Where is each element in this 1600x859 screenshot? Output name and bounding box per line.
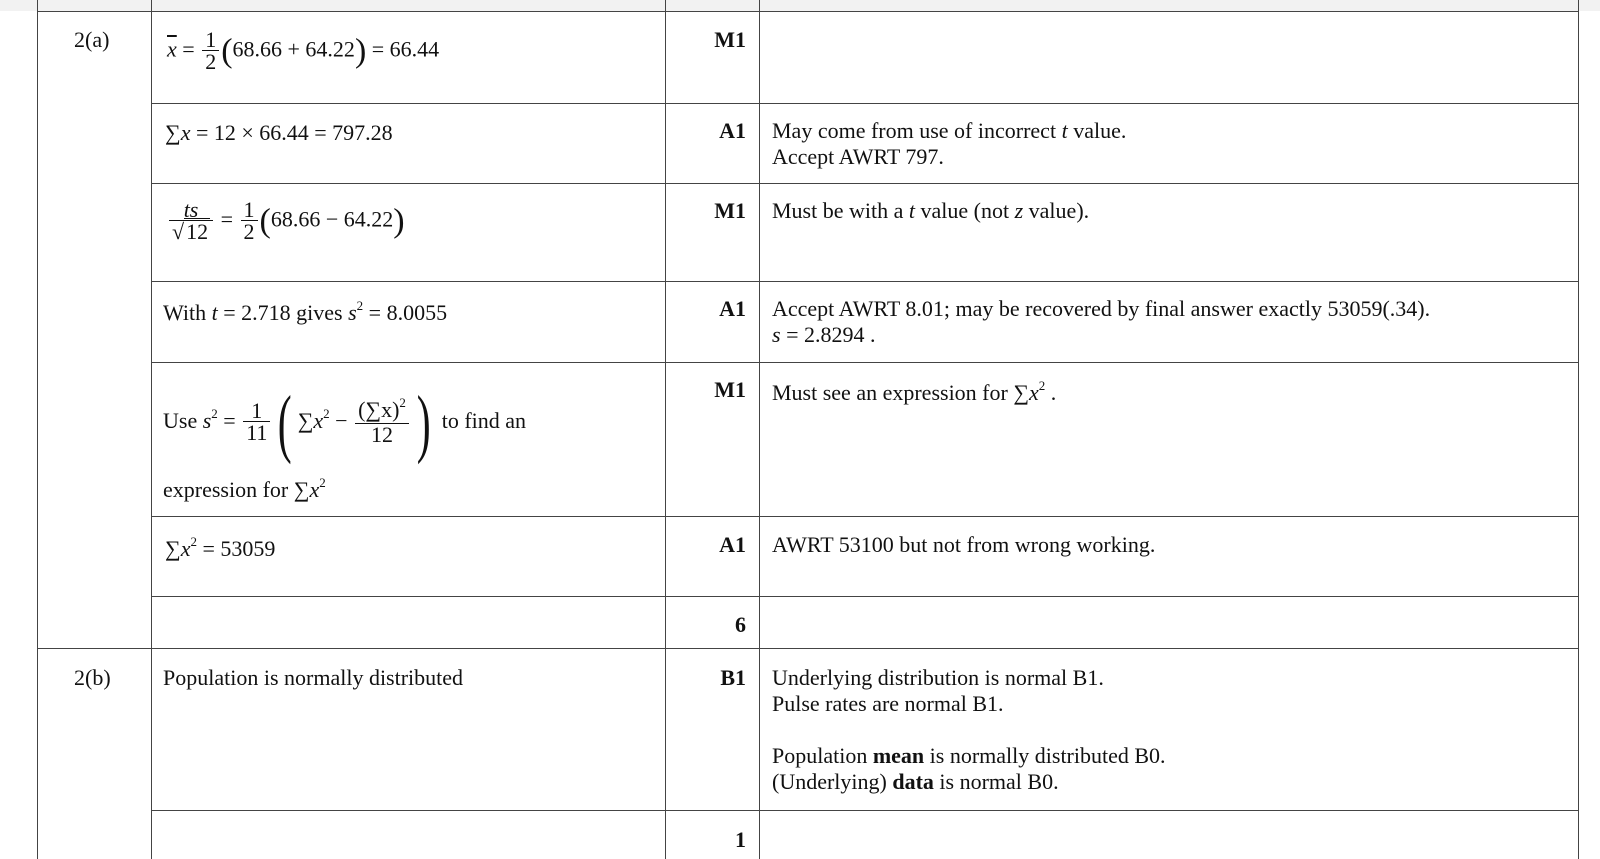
equals: = bbox=[182, 36, 195, 62]
grid-line bbox=[151, 362, 1578, 363]
half-fraction: $\frac{1}{2}$ bbox=[202, 30, 219, 73]
answer-ts-formula: $\frac{ts}{√12}$ = $\frac{1}{2}$ (68.66 − 64.22) bbox=[167, 200, 405, 243]
ts-fraction: $\frac{ts}{√12}$ bbox=[169, 200, 213, 243]
guidance-line: Accept AWRT 8.01; may be recovered by final answer exactly 53059(.34). bbox=[772, 296, 1431, 321]
grid-line bbox=[151, 516, 1578, 517]
grid-line bbox=[759, 0, 760, 859]
grid-line bbox=[1578, 0, 1579, 859]
guidance-line: Underlying distribution is normal B1. bbox=[772, 665, 1104, 690]
answer-t-value: With t = 2.718 gives $s^2 = 8.0055$ bbox=[163, 298, 448, 325]
half-fraction: $\frac{1}{2}$ bbox=[241, 200, 258, 243]
grid-line bbox=[151, 596, 1578, 597]
grid-line bbox=[37, 11, 1578, 12]
guidance-cell bbox=[772, 380, 1056, 409]
mark-cell: M1 bbox=[714, 198, 746, 223]
mark-cell: A1 bbox=[719, 532, 746, 557]
guidance-line: Pulse rates are normal B1. bbox=[772, 691, 1004, 716]
mean-result: = 66.44 bbox=[371, 36, 440, 62]
subtotal-mark: 6 bbox=[735, 612, 746, 637]
grid-line bbox=[151, 281, 1578, 282]
guidance-cell bbox=[772, 198, 1089, 224]
guidance-cell bbox=[772, 296, 1430, 348]
guidance-line: (Underlying) data is normal B0. bbox=[772, 769, 1059, 794]
guidance-cell bbox=[772, 665, 1166, 795]
question-label-2a: 2(a) bbox=[74, 27, 110, 52]
answer-sum-x-squared: $\sum x^2 = 53059$ bbox=[165, 534, 276, 561]
grid-line bbox=[151, 183, 1578, 184]
guidance-cell bbox=[772, 532, 1155, 558]
mark-cell: M1 bbox=[714, 27, 746, 52]
mark-cell: A1 bbox=[719, 118, 746, 143]
mark-cell: M1 bbox=[714, 377, 746, 402]
answer-sum-x: ∑x = 12 × 66.44 = 797.28 bbox=[165, 120, 393, 145]
grid-line bbox=[37, 0, 38, 859]
guidance-line: Must be with a t value (not z value). bbox=[772, 198, 1090, 223]
guidance-line: May come from use of incorrect t value. bbox=[772, 118, 1127, 143]
guidance-line: Must see an expression for $\sum x^2$ . bbox=[772, 378, 1057, 405]
grid-line bbox=[151, 0, 152, 859]
guidance-line: Accept AWRT 797. bbox=[772, 144, 944, 169]
subtotal-mark: 1 bbox=[735, 827, 746, 852]
grid-line bbox=[151, 103, 1578, 104]
mean-sum: 68.66 + 64.22 bbox=[232, 36, 355, 62]
header-strip bbox=[0, 0, 1600, 11]
answer-mean-formula: $\overline{x}$ = $\frac{1}{2}$ (68.66 + 64.22) = 66.44 bbox=[167, 27, 440, 74]
sum-x-squared-over-n: $\frac{(\sum x)^2}{12}$ bbox=[355, 400, 409, 446]
mark-cell: A1 bbox=[719, 296, 746, 321]
answer-assumption: Population is normally distributed bbox=[163, 665, 464, 690]
sigma-symbol: ∑ bbox=[165, 120, 181, 145]
guidance-line: AWRT 53100 but not from wrong working. bbox=[772, 532, 1156, 557]
grid-line bbox=[37, 648, 1578, 649]
mark-cell: B1 bbox=[720, 665, 746, 690]
guidance-line: s = 2.8294 . bbox=[772, 322, 876, 347]
guidance-cell bbox=[772, 118, 1126, 170]
grid-line bbox=[151, 810, 1578, 811]
half-difference: 68.66 − 64.22 bbox=[270, 206, 394, 232]
xbar-symbol: $\overline{x}$ bbox=[167, 36, 177, 62]
guidance-line: Population mean is normally distributed B0. bbox=[772, 743, 1166, 768]
answer-variance-line2: expression for $\sum x^2$ bbox=[163, 475, 326, 502]
answer-variance-formula: Use $s^2$ = $\frac{1}{11}$ ( $\sum x^2$ − $\frac{(\sum x)^2}{12}$ ) to find an bbox=[163, 380, 527, 465]
question-label-2b: 2(b) bbox=[74, 665, 111, 690]
one-over-eleven: $\frac{1}{11}$ bbox=[243, 401, 270, 444]
